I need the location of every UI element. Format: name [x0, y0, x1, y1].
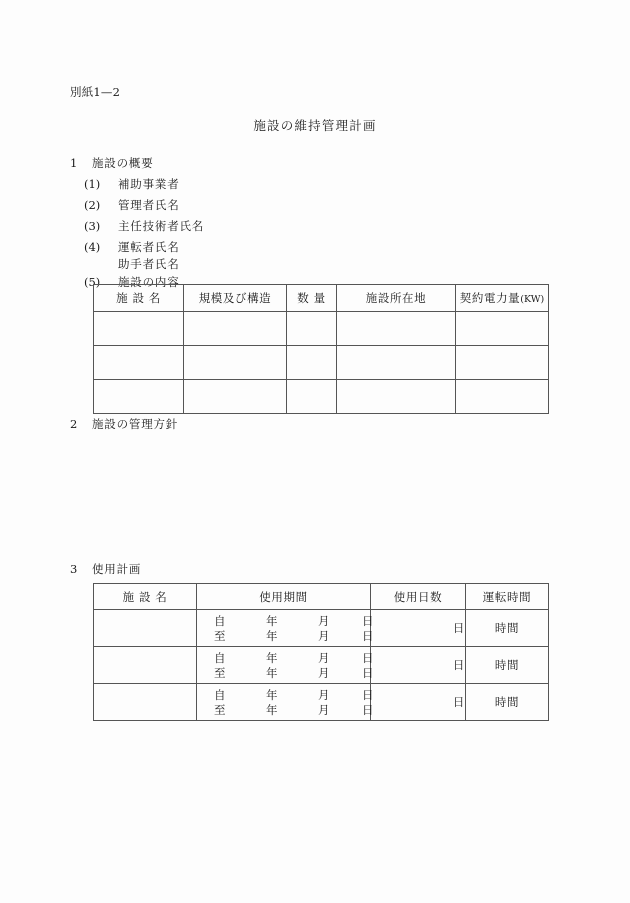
subitem-3-marker: (3) [84, 219, 101, 233]
facility-cell-scale[interactable] [184, 380, 287, 414]
section-2-number: 2 [70, 417, 79, 431]
period-from-label: 自 [213, 687, 227, 702]
document-reference: 別紙1—2 [70, 85, 121, 99]
subitem-2-marker: (2) [84, 198, 101, 212]
period-to-month: 月 [317, 628, 331, 643]
subitem-2 [84, 197, 180, 213]
facility-cell-scale[interactable] [184, 312, 287, 346]
usage-cell-days[interactable]: 日 [371, 647, 466, 684]
subitem-4 [84, 239, 180, 255]
subitem-5-label: 施設の内容 [118, 275, 180, 289]
facility-cell-quantity[interactable] [287, 380, 337, 414]
facility-header-scale: 規模及び構造 [184, 285, 287, 312]
period-from-line [197, 613, 375, 628]
period-to-day: 日 [361, 665, 375, 680]
period-to-label: 至 [213, 702, 227, 717]
period-from-line [197, 687, 375, 702]
subitem-3-label: 主任技術者氏名 [118, 219, 205, 233]
usage-cell-name[interactable] [94, 647, 197, 684]
subitem-4-marker: (4) [84, 240, 101, 254]
subitem-1 [84, 176, 180, 192]
period-to-year: 年 [265, 628, 279, 643]
facility-header-power [456, 285, 549, 312]
facility-cell-location[interactable] [337, 346, 456, 380]
period-to-label: 至 [213, 665, 227, 680]
facility-header-name: 施 設 名 [94, 285, 184, 312]
table-row [94, 346, 549, 380]
usage-cell-name[interactable] [94, 610, 197, 647]
usage-cell-period[interactable] [197, 647, 375, 684]
table-row [94, 380, 549, 414]
subitem-4-secondary-label: 助手者氏名 [118, 257, 180, 271]
usage-cell-hours[interactable]: 時間 [466, 610, 549, 647]
facility-cell-name[interactable] [94, 380, 184, 414]
period-from-year: 年 [265, 687, 279, 702]
facility-cell-quantity[interactable] [287, 346, 337, 380]
period-from-year: 年 [265, 650, 279, 665]
section-1-number: 1 [70, 156, 79, 170]
period-to-label: 至 [213, 628, 227, 643]
facility-cell-location[interactable] [337, 312, 456, 346]
usage-plan-table [93, 583, 549, 721]
section-1-label: 施設の概要 [92, 156, 154, 170]
facility-header-location: 施設所在地 [337, 285, 456, 312]
period-from-day: 日 [361, 650, 375, 665]
table-row [94, 610, 549, 647]
usage-cell-days[interactable]: 日 [371, 610, 466, 647]
period-to-year: 年 [265, 665, 279, 680]
period-from-day: 日 [361, 613, 375, 628]
table-row [94, 647, 549, 684]
subitem-3 [84, 218, 204, 234]
section-heading-2 [70, 416, 178, 432]
section-heading-1 [70, 155, 154, 171]
facility-cell-power[interactable] [456, 312, 549, 346]
section-3-number: 3 [70, 562, 79, 576]
usage-cell-period[interactable] [197, 610, 375, 647]
section-heading-3 [70, 561, 141, 577]
subitem-4-secondary [84, 256, 180, 272]
facility-header-power-text: 契約電力量 [459, 291, 521, 305]
subitem-2-label: 管理者氏名 [118, 198, 180, 212]
period-to-line [197, 665, 375, 680]
period-from-day: 日 [361, 687, 375, 702]
usage-cell-name[interactable] [94, 684, 197, 721]
facility-header-power-unit: (KW) [520, 294, 545, 305]
facility-contents-table [93, 284, 549, 414]
usage-cell-period[interactable] [197, 684, 375, 721]
period-to-line [197, 628, 375, 643]
subitem-4-label: 運転者氏名 [118, 240, 180, 254]
period-to-year: 年 [265, 702, 279, 717]
document-title: 施設の維持管理計画 [253, 118, 377, 133]
usage-cell-days[interactable]: 日 [371, 684, 466, 721]
subitem-5-marker: (5) [84, 275, 101, 289]
usage-header-hours: 運転時間 [466, 584, 549, 610]
facility-table-header-row [94, 285, 549, 312]
facility-cell-power[interactable] [456, 346, 549, 380]
subitem-1-marker: (1) [84, 177, 101, 191]
facility-header-quantity: 数 量 [287, 285, 337, 312]
usage-header-name: 施 設 名 [94, 584, 197, 610]
usage-header-days: 使用日数 [371, 584, 466, 610]
usage-cell-hours[interactable]: 時間 [466, 684, 549, 721]
facility-cell-quantity[interactable] [287, 312, 337, 346]
usage-table-header-row [94, 584, 549, 610]
facility-cell-name[interactable] [94, 346, 184, 380]
period-to-line [197, 702, 375, 717]
table-row [94, 312, 549, 346]
facility-cell-location[interactable] [337, 380, 456, 414]
period-from-month: 月 [317, 650, 331, 665]
period-from-year: 年 [265, 613, 279, 628]
period-from-label: 自 [213, 613, 227, 628]
period-to-month: 月 [317, 702, 331, 717]
period-to-month: 月 [317, 665, 331, 680]
usage-cell-hours[interactable]: 時間 [466, 647, 549, 684]
table-row [94, 684, 549, 721]
period-from-label: 自 [213, 650, 227, 665]
period-to-day: 日 [361, 628, 375, 643]
section-3-label: 使用計画 [92, 562, 142, 576]
facility-cell-power[interactable] [456, 380, 549, 414]
period-from-month: 月 [317, 613, 331, 628]
section-2-label: 施設の管理方針 [92, 417, 179, 431]
facility-cell-scale[interactable] [184, 346, 287, 380]
usage-header-period: 使用期間 [197, 584, 371, 610]
period-from-month: 月 [317, 687, 331, 702]
period-from-line [197, 650, 375, 665]
period-to-day: 日 [361, 702, 375, 717]
subitem-1-label: 補助事業者 [118, 177, 180, 191]
facility-cell-name[interactable] [94, 312, 184, 346]
